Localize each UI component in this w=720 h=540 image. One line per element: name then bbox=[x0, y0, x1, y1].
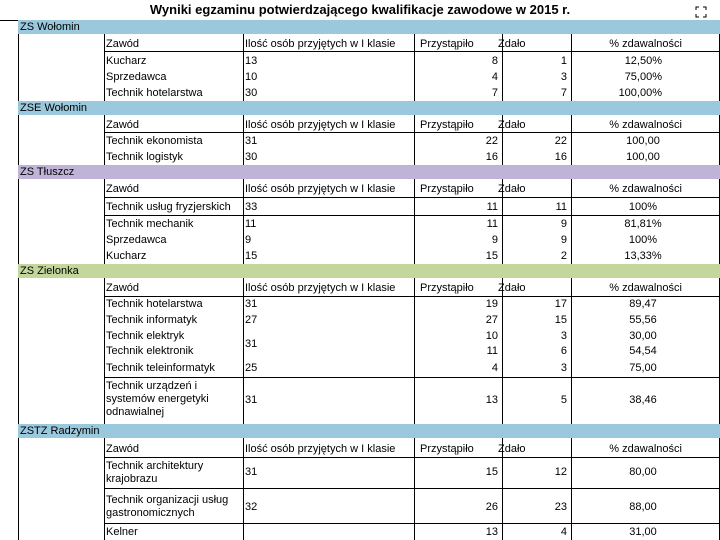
cell-proc: 100,00% bbox=[618, 87, 662, 99]
header-ilosc: Ilość osób przyjętych w I klasie bbox=[245, 183, 396, 195]
header-zawod: Zawód bbox=[106, 183, 140, 195]
cell-proc: 80,00 bbox=[629, 466, 657, 478]
row-divider bbox=[104, 377, 719, 378]
cell-zawod: Sprzedawca bbox=[106, 234, 167, 246]
cell-zdalo: 22 bbox=[554, 135, 567, 147]
cell-proc: 12,50% bbox=[624, 55, 662, 67]
cell-zawod: Technik elektronik bbox=[106, 345, 194, 357]
cell-ilosc: 32 bbox=[245, 501, 258, 513]
cell-przystapilo: 15 bbox=[485, 250, 498, 262]
cell-ilosc: 27 bbox=[245, 314, 258, 326]
cell-proc: 88,00 bbox=[629, 501, 657, 513]
cell-ilosc: 10 bbox=[245, 71, 258, 83]
cell-zdalo: 9 bbox=[560, 234, 567, 246]
cell-przystapilo: 10 bbox=[485, 330, 498, 342]
cell-zdalo: 23 bbox=[554, 501, 567, 513]
cell-ilosc: 31 bbox=[245, 338, 258, 350]
cell-zawod: Technik architektury krajobrazu bbox=[106, 460, 204, 485]
cell-przystapilo: 11 bbox=[486, 201, 498, 213]
cell-zdalo: 12 bbox=[554, 466, 567, 478]
header-zdalo: Zdało bbox=[498, 443, 526, 455]
cell-zawod: Sprzedawca bbox=[106, 71, 167, 83]
row-divider bbox=[104, 296, 719, 297]
cell-przystapilo: 4 bbox=[491, 71, 498, 83]
cell-proc: 31,00 bbox=[629, 526, 657, 538]
cell-zawod: Technik usług fryzjerskich bbox=[106, 201, 231, 213]
row-divider bbox=[104, 132, 719, 133]
cell-zdalo: 11 bbox=[555, 201, 567, 213]
cell-zawod: Technik mechanik bbox=[106, 218, 194, 230]
header-zdawalnosc: % zdawalności bbox=[609, 443, 682, 455]
cell-zawod: Technik urządzeń i systemów energetyki odnawialnej bbox=[106, 380, 209, 418]
header-zdalo: Zdało bbox=[498, 119, 526, 131]
cell-przystapilo: 8 bbox=[491, 55, 498, 67]
cell-przystapilo: 26 bbox=[485, 501, 498, 513]
cell-przystapilo: 11 bbox=[486, 345, 498, 357]
cell-zdalo: 3 bbox=[560, 71, 567, 83]
header-zdalo: Zdało bbox=[498, 282, 526, 294]
cell-proc: 81,81% bbox=[624, 218, 662, 230]
row-divider bbox=[104, 488, 719, 489]
school-name: ZS Zielonka bbox=[20, 265, 79, 277]
cell-przystapilo: 13 bbox=[485, 526, 498, 538]
cell-proc: 54,54 bbox=[629, 345, 657, 357]
cell-zdalo: 7 bbox=[560, 87, 567, 99]
cell-zawod: Kucharz bbox=[106, 55, 147, 67]
cell-proc: 89,47 bbox=[629, 298, 657, 310]
cell-zawod: Technik hotelarstwa bbox=[106, 298, 203, 310]
cell-zdalo: 2 bbox=[560, 250, 567, 262]
school-band bbox=[18, 165, 720, 179]
cell-proc: 30,00 bbox=[629, 330, 657, 342]
cell-ilosc: 30 bbox=[245, 151, 258, 163]
header-zawod: Zawód bbox=[106, 443, 140, 455]
school-band bbox=[18, 264, 720, 278]
cell-zawod: Technik logistyk bbox=[106, 151, 184, 163]
cell-ilosc: 33 bbox=[245, 201, 258, 213]
school-name: ZSE Wołomin bbox=[20, 102, 88, 114]
cell-zdalo: 16 bbox=[554, 151, 567, 163]
cell-proc: 100,00 bbox=[626, 151, 660, 163]
header-zdawalnosc: % zdawalności bbox=[609, 38, 682, 50]
cell-przystapilo: 11 bbox=[486, 218, 498, 230]
header-ilosc: Ilość osób przyjętych w I klasie bbox=[245, 443, 396, 455]
cell-zdalo: 9 bbox=[560, 218, 567, 230]
header-zdawalnosc: % zdawalności bbox=[609, 183, 682, 195]
school-band bbox=[18, 20, 720, 34]
header-przystapilo: Przystąpiło bbox=[420, 183, 474, 195]
cell-proc: 38,46 bbox=[629, 394, 657, 406]
cell-przystapilo: 22 bbox=[485, 135, 498, 147]
cell-proc: 100,00 bbox=[626, 135, 660, 147]
cell-zdalo: 17 bbox=[554, 298, 567, 310]
header-przystapilo: Przystąpiło bbox=[420, 282, 474, 294]
cell-ilosc: 30 bbox=[245, 87, 258, 99]
cell-proc: 13,33% bbox=[624, 250, 662, 262]
cell-ilosc: 13 bbox=[245, 55, 258, 67]
header-ilosc: Ilość osób przyjętych w I klasie bbox=[245, 119, 396, 131]
expand-corner-icon bbox=[695, 6, 707, 18]
school-band bbox=[18, 101, 720, 115]
cell-przystapilo: 9 bbox=[491, 234, 498, 246]
cell-zdalo: 5 bbox=[560, 394, 567, 406]
header-ilosc: Ilość osób przyjętych w I klasie bbox=[245, 38, 396, 50]
header-przystapilo: Przystąpiło bbox=[420, 443, 474, 455]
cell-zawod: Technik hotelarstwa bbox=[106, 87, 203, 99]
row-divider bbox=[104, 215, 719, 216]
cell-proc: 100% bbox=[628, 234, 658, 246]
header-zawod: Zawód bbox=[106, 119, 140, 131]
cell-ilosc: 25 bbox=[245, 362, 258, 374]
left-border bbox=[18, 20, 19, 540]
header-ilosc: Ilość osób przyjętych w I klasie bbox=[245, 282, 396, 294]
cell-ilosc: 31 bbox=[245, 466, 258, 478]
cell-ilosc: 9 bbox=[245, 234, 252, 246]
row-divider bbox=[104, 457, 719, 458]
school-band bbox=[18, 424, 720, 438]
cell-zdalo: 6 bbox=[560, 345, 567, 357]
cell-proc: 75,00 bbox=[629, 362, 657, 374]
cell-proc: 55,56 bbox=[629, 314, 657, 326]
page-title: Wyniki egzaminu potwierdzającego kwalifikacje zawodowe w 2015 r. bbox=[149, 2, 571, 17]
cell-przystapilo: 13 bbox=[485, 394, 498, 406]
cell-przystapilo: 15 bbox=[485, 466, 498, 478]
cell-zawod: Technik informatyk bbox=[106, 314, 198, 326]
cell-proc: 100% bbox=[628, 201, 658, 213]
cell-zawod: Technik organizacji usług gastronomicznych bbox=[106, 494, 229, 519]
header-zdalo: Zdało bbox=[498, 183, 526, 195]
header-zdawalnosc: % zdawalności bbox=[609, 119, 682, 131]
cell-ilosc: 11 bbox=[245, 218, 257, 230]
cell-przystapilo: 19 bbox=[485, 298, 498, 310]
header-przystapilo: Przystąpiło bbox=[420, 119, 474, 131]
school-name: ZS Wołomin bbox=[20, 21, 80, 33]
cell-zawod: Technik teleinformatyk bbox=[106, 362, 215, 374]
cell-zdalo: 1 bbox=[560, 55, 567, 67]
school-name: ZS Tłuszcz bbox=[20, 166, 75, 178]
cell-zdalo: 3 bbox=[560, 362, 567, 374]
cell-ilosc: 31 bbox=[245, 135, 258, 147]
cell-przystapilo: 16 bbox=[485, 151, 498, 163]
header-przystapilo: Przystąpiło bbox=[420, 38, 474, 50]
row-divider bbox=[104, 51, 719, 52]
cell-zawod: Technik ekonomista bbox=[106, 135, 203, 147]
cell-przystapilo: 7 bbox=[491, 87, 498, 99]
cell-zawod: Kucharz bbox=[106, 250, 147, 262]
row-divider bbox=[104, 523, 719, 524]
header-zdawalnosc: % zdawalności bbox=[609, 282, 682, 294]
cell-zawod: Technik elektryk bbox=[106, 330, 185, 342]
header-zawod: Zawód bbox=[106, 282, 140, 294]
cell-proc: 75,00% bbox=[624, 71, 662, 83]
cell-zawod: Kelner bbox=[106, 526, 138, 538]
cell-przystapilo: 27 bbox=[485, 314, 498, 326]
cell-zdalo: 4 bbox=[560, 526, 567, 538]
cell-zdalo: 15 bbox=[554, 314, 567, 326]
header-zdalo: Zdało bbox=[498, 38, 526, 50]
header-zawod: Zawód bbox=[106, 38, 140, 50]
cell-ilosc: 15 bbox=[245, 250, 258, 262]
cell-zdalo: 3 bbox=[560, 330, 567, 342]
row-divider bbox=[104, 197, 719, 198]
school-name: ZSTZ Radzymin bbox=[20, 425, 100, 437]
cell-ilosc: 31 bbox=[245, 394, 258, 406]
cell-przystapilo: 4 bbox=[491, 362, 498, 374]
cell-ilosc: 31 bbox=[245, 298, 258, 310]
